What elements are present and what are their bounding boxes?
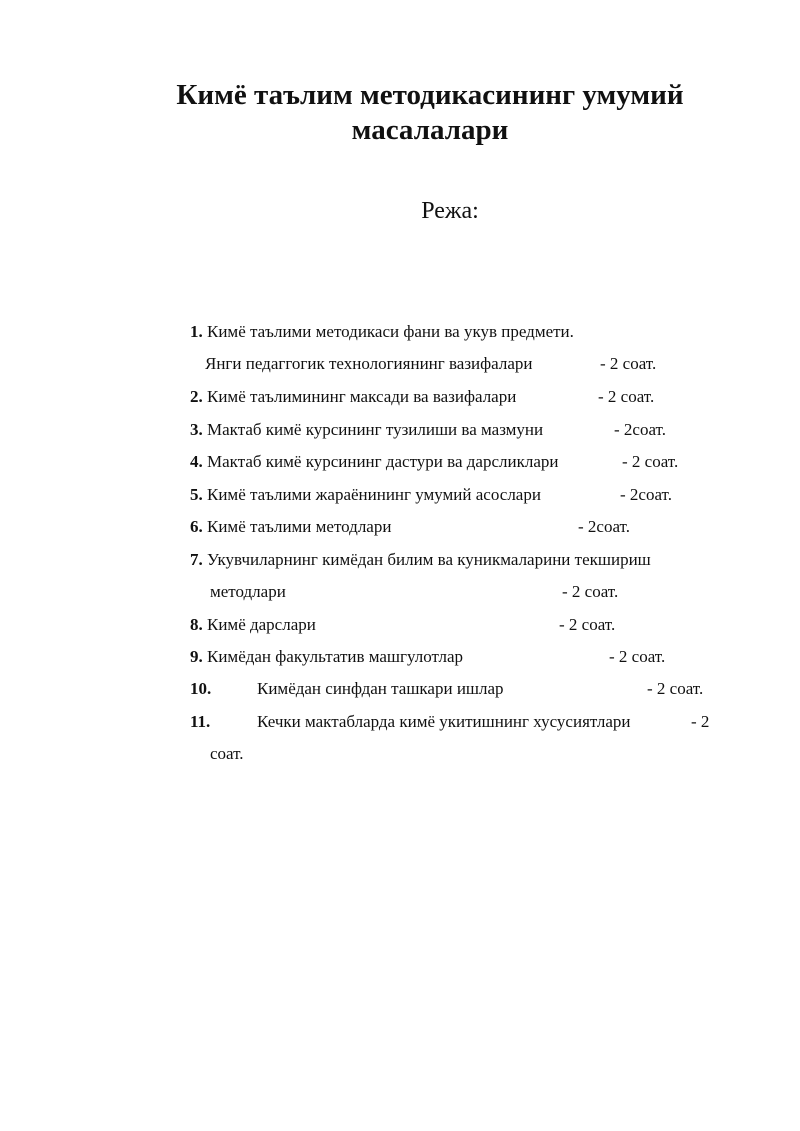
item-continuation: Янги педаггогик технологиянинг вазифалари xyxy=(205,354,533,373)
list-item xyxy=(190,451,558,473)
item-hours: - 2 соат. xyxy=(562,582,619,601)
item-text: Кимё таълими жараёнининг умумий асослари xyxy=(207,485,541,504)
list-item xyxy=(190,419,543,441)
item-number: 3. xyxy=(190,420,203,439)
item-number: 6. xyxy=(190,517,203,536)
item-continuation: методлари xyxy=(210,582,286,601)
list-item xyxy=(190,321,574,343)
item-number: 9. xyxy=(190,647,203,666)
list-item xyxy=(190,386,516,408)
list-item xyxy=(190,614,316,636)
item-text: Кимёдан синфдан ташкари ишлар xyxy=(257,679,504,698)
item-text: Мактаб кимё курсининг дастури ва дарсликлари xyxy=(207,452,559,471)
item-hours: - 2 соат. xyxy=(647,679,704,698)
item-number: 2. xyxy=(190,387,203,406)
item-continuation: соат. xyxy=(210,744,244,763)
item-text: Кимё таълими методлари xyxy=(207,517,392,536)
item-text: Укувчиларнинг кимёдан билим ва куникмаларини текшириш xyxy=(207,550,651,569)
item-hours: - 2 соат. xyxy=(598,387,655,406)
list-item xyxy=(190,484,541,506)
item-number: 11. xyxy=(190,712,211,731)
item-text: Мактаб кимё курсининг тузилиши ва мазмуни xyxy=(207,420,544,439)
list-item xyxy=(190,549,651,571)
item-hours: - 2соат. xyxy=(620,485,672,504)
item-number: 8. xyxy=(190,615,203,634)
item-hours: - 2 соат. xyxy=(609,647,666,666)
item-number: 7. xyxy=(190,550,203,569)
page-title: Кимё таълим методикасининг умумий масалалари xyxy=(176,79,684,146)
item-text: Кимёдан факультатив машгулотлар xyxy=(207,647,464,666)
item-number: 5. xyxy=(190,485,203,504)
item-hours: - 2 соат. xyxy=(622,452,679,471)
item-number: 4. xyxy=(190,452,203,471)
item-hours: - 2 соат. xyxy=(600,354,657,373)
list-item xyxy=(190,516,391,538)
item-number: 1. xyxy=(190,322,203,341)
item-text: Кимё таълими методикаси фани ва укув предмети. xyxy=(207,322,574,341)
item-hours: - 2соат. xyxy=(578,517,630,536)
plan-heading: Режа: xyxy=(421,198,479,224)
item-hours: - 2 соат. xyxy=(559,615,616,634)
item-hours: - 2соат. xyxy=(614,420,666,439)
item-text: Кимё дарслари xyxy=(207,615,316,634)
list-item xyxy=(190,646,463,668)
item-text: Кимё таълимининг максади ва вазифалари xyxy=(207,387,517,406)
item-hours: - 2 xyxy=(691,712,710,731)
item-text: Кечки мактабларда кимё укитишнинг хусусиятлари xyxy=(257,712,631,731)
item-number: 10. xyxy=(190,679,212,698)
